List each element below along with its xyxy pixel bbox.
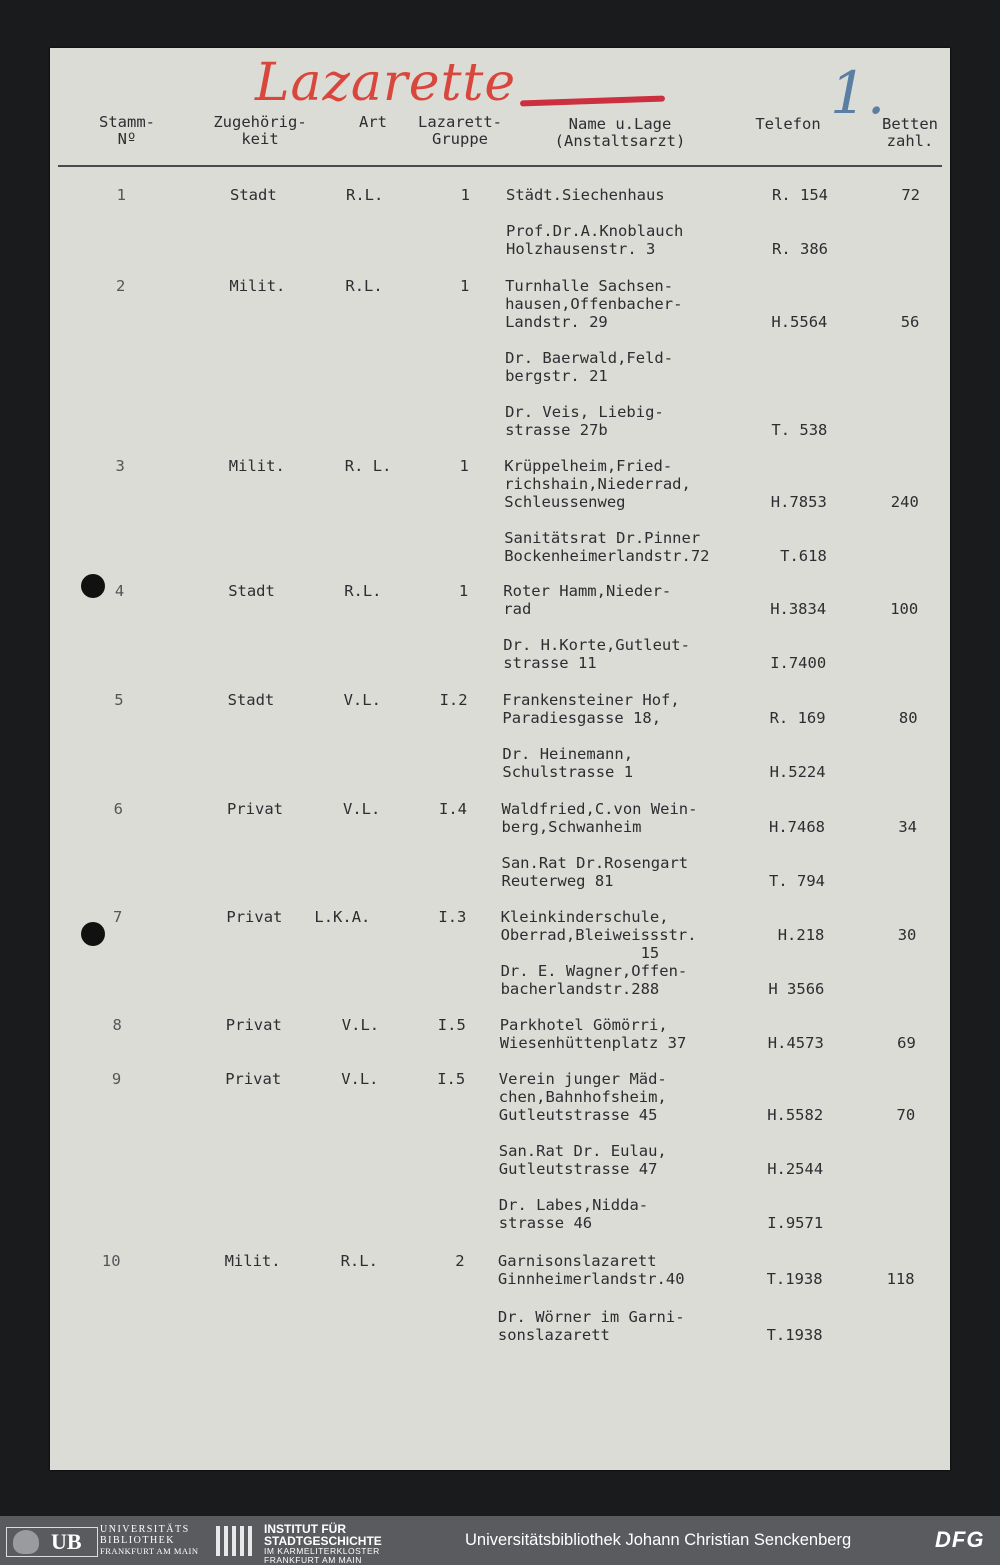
punch-hole [81,922,105,946]
zugehoerigkeit: Stadt [230,186,277,204]
telefon: T.1938 [766,1270,823,1288]
zugehoerigkeit: Privat [225,1016,282,1034]
bettenzahl: 34 [898,818,917,836]
telefon: H.4573 [767,1034,824,1052]
name-lage: Frankensteiner Hof, Paradiesgasse 18, [502,691,680,727]
telefon: I.9571 [767,1214,824,1232]
stamm-nr: 10 [101,1252,121,1270]
art: R.L. [344,582,382,600]
telefon: T. 538 [771,421,828,439]
lazarett-gruppe: I.5 [437,1070,466,1088]
telefon: H.7468 [769,818,825,836]
header-stamm-nr: Stamm- Nº [99,113,155,148]
telefon: R. 169 [769,709,826,727]
art: R.L. [345,277,383,295]
name-lage: Waldfried,C.von Wein- berg,Schwanheim [501,800,698,836]
name-lage: Dr. Wörner im Garni- sonslazarett [497,1308,685,1344]
name-lage: Sanitätsrat Dr.Pinner Bockenheimerlandstr.72 [504,529,710,565]
art: R.L. [346,186,384,204]
telefon: T.1938 [766,1326,823,1344]
lazarett-gruppe: I.4 [439,800,467,818]
header-telefon: Telefon [755,115,821,133]
stamm-nr: 3 [115,457,125,475]
name-lage: Städt.Siechenhaus [506,186,665,204]
columns-icon [216,1526,256,1556]
name-lage: Parkhotel Gömörri, Wiesenhüttenplatz 37 [499,1016,687,1052]
zugehoerigkeit: Stadt [228,582,275,600]
dfg-logo: DFG [935,1527,985,1552]
name-lage: San.Rat Dr.Rosengart Reuterweg 81 [501,854,689,890]
bettenzahl: 70 [896,1106,916,1124]
bettenzahl: 80 [898,709,918,727]
red-underline [520,95,665,106]
name-lage: Dr. H.Korte,Gutleut- strasse 11 [503,636,690,672]
telefon: H 3566 [768,980,825,998]
stamm-nr: 9 [111,1070,122,1088]
telefon: H.3834 [770,600,827,618]
name-lage: Garnisonslazarett Ginnheimerlandstr.40 [497,1252,685,1288]
handwritten-title [255,48,725,118]
telefon: I.7400 [770,654,827,672]
zugehoerigkeit: Milit. [228,457,285,475]
stamm-nr: 7 [113,908,123,926]
punch-hole [81,574,105,598]
bettenzahl: 69 [897,1034,916,1052]
header-zugehoerigkeit: Zugehörig- keit [213,113,307,148]
stamm-nr: 4 [114,582,125,600]
name-lage: Dr. Heinemann, Schulstrasse 1 [502,745,634,781]
art: R.L. [340,1252,378,1270]
portrait-icon [13,1530,39,1554]
stamm-nr: 5 [114,691,124,709]
header-rule [58,165,942,167]
lazarett-gruppe: 1 [460,277,470,295]
zugehoerigkeit: Privat [226,908,283,926]
telefon: H.5564 [771,313,828,331]
art: V.L. [343,800,381,818]
document-page [50,48,950,1470]
name-lage: Dr. Baerwald,Feld- bergstr. 21 [505,349,674,385]
zugehoerigkeit: Milit. [224,1252,281,1270]
name-lage: Krüppelheim,Fried- richshain,Niederrad, Schleussenweg [504,457,691,511]
bettenzahl: 30 [897,926,917,944]
header-art: Art [359,113,387,131]
header-name-lage: Name u.Lage (Anstaltsarzt) [554,115,686,150]
name-lage: Prof.Dr.A.Knoblauch Holzhausenstr. 3 [506,222,684,258]
art: V.L. [341,1070,379,1088]
telefon: H.7853 [770,493,827,511]
name-lage: Dr. E. Wagner,Offen- bacherlandstr.288 [500,962,688,998]
name-lage: Turnhalle Sachsen- hausen,Offenbacher- Landstr. 29 [505,277,683,331]
header-bettenzahl: Betten zahl. [882,115,938,150]
lazarett-gruppe: 1 [458,582,469,600]
telefon: T.618 [780,547,827,565]
bettenzahl: 118 [886,1270,915,1288]
lazarett-gruppe: 2 [455,1252,465,1270]
zugehoerigkeit: Stadt [227,691,275,709]
telefon: R. 386 [772,240,828,258]
header-lazarett-gruppe: Lazarett- Gruppe [418,113,502,148]
art: V.L. [343,691,381,709]
name-lage: San.Rat Dr. Eulau, Gutleutstrasse 47 [498,1142,667,1178]
bettenzahl: 72 [901,186,920,204]
telefon: H.5224 [769,763,826,781]
zugehoerigkeit: Privat [227,800,283,818]
name-lage: Verein junger Mäd- chen,Bahnhofsheim, Gutleutstrasse 45 [498,1070,667,1124]
lazarett-gruppe: 1 [459,457,469,475]
art: V.L. [341,1016,380,1034]
telefon: T. 794 [769,872,825,890]
zugehoerigkeit: Privat [225,1070,282,1088]
telefon: H.5582 [767,1106,824,1124]
telefon: H.218 [777,926,825,944]
bettenzahl: 56 [900,313,920,331]
ub-logo: UB [6,1527,98,1557]
bettenzahl: 240 [890,493,919,511]
title-text: Lazarette [255,53,517,113]
institut-text: INSTITUT FÜR STADTGESCHICHTE IM KARMELITERKLOSTER FRANKFURT AM MAIN [264,1522,382,1565]
name-lage: Kleinkinderschule, Oberrad,Bleiweissstr. 15 [500,908,697,962]
art: R. L. [344,457,392,475]
stamm-nr: 2 [116,277,126,295]
name-lage: Dr. Veis, Liebig- strasse 27b [505,403,664,439]
ub-text: UNIVERSITÄTS BIBLIOTHEK FRANKFURT AM MAIN [100,1524,199,1556]
library-name: Universitätsbibliothek Johann Christian Senckenberg [465,1531,852,1549]
name-lage: Dr. Labes,Nidda- strasse 46 [498,1196,649,1232]
lazarett-gruppe: I.3 [438,908,467,926]
handwritten-page-number: 1. [830,59,886,127]
telefon: H.2544 [767,1160,824,1178]
zugehoerigkeit: Milit. [229,277,286,295]
footer-bar [0,1516,1000,1565]
lazarett-gruppe: 1 [460,186,470,204]
stamm-nr: 8 [112,1016,122,1034]
lazarett-gruppe: I.2 [439,691,468,709]
stamm-nr: 6 [113,800,123,818]
telefon: R. 154 [772,186,828,204]
name-lage: Roter Hamm,Nieder- rad [503,582,672,618]
bettenzahl: 100 [890,600,919,618]
stamm-nr: 1 [116,186,126,204]
art: L.K.A. [314,908,371,926]
lazarett-gruppe: I.5 [437,1016,466,1034]
